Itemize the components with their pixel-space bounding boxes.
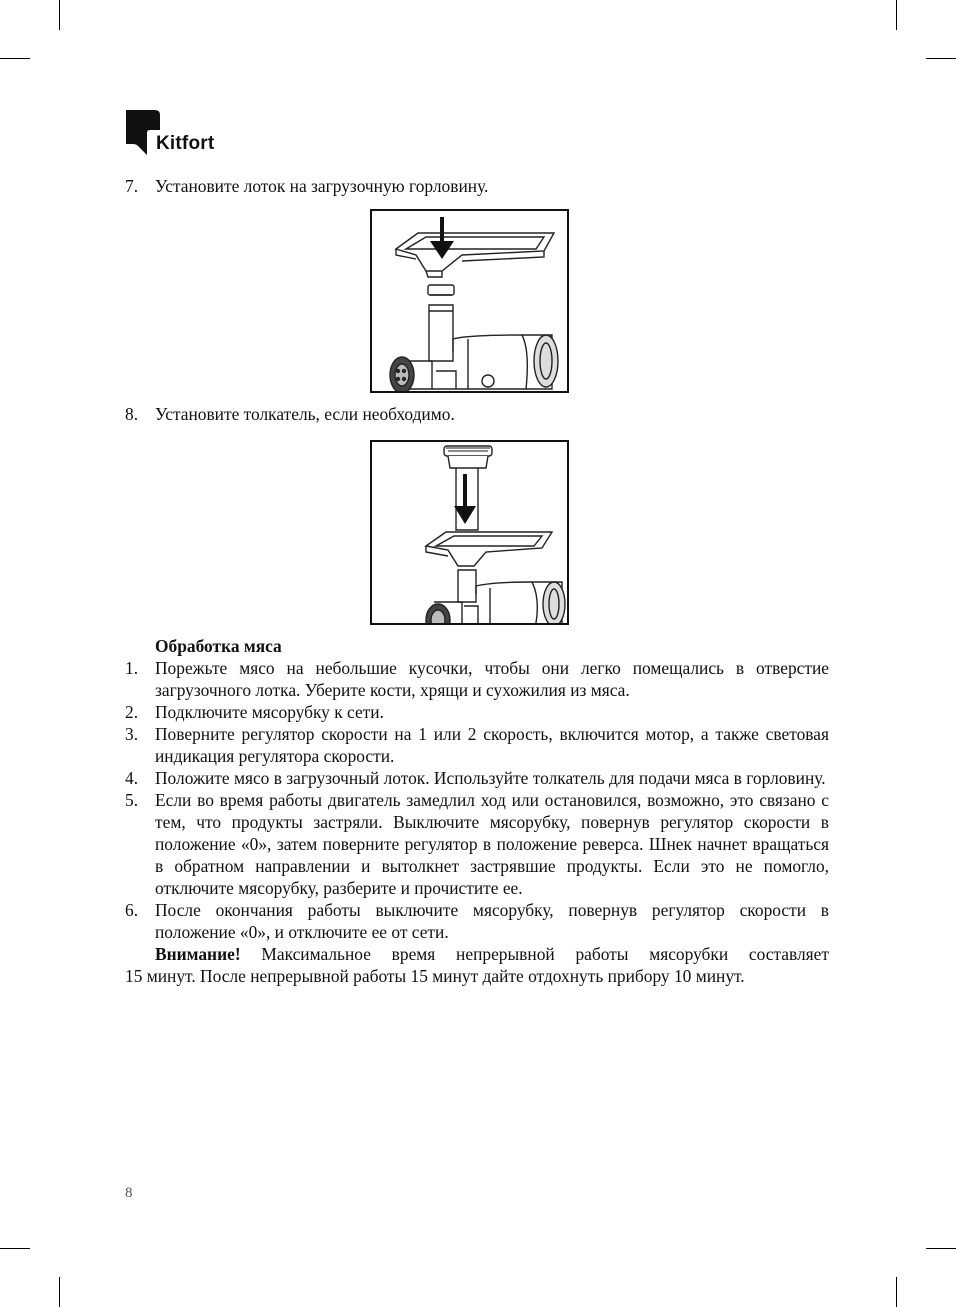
- item-number: 5.: [125, 790, 139, 810]
- item-number: 6.: [125, 900, 139, 920]
- crop-mark: [59, 1277, 60, 1307]
- item-text: После окончания работы выключите мясорубку, повернув регулятор скорости в положение «0», и отключите ее от сети.: [155, 900, 829, 942]
- meat-processing-section: [125, 635, 829, 987]
- item-text: Если во время работы двигатель замедлил ход или остановился, возможно, это связано с тем, что продукты застряли. Выключите мясорубку, повернув регулятор скорости в положение «0», затем поверните регулятор в положение реверса. Шнек начнет вращаться в обратном направлении и вытолкнет застрявшие продукты. Если это не помогло, отключите мясорубку, разберите и прочистите ее.: [155, 790, 829, 898]
- step-number: 7.: [125, 176, 139, 196]
- item-text: Порежьте мясо на небольшие кусочки, чтобы они легко помещались в отверстие загрузочного лотка. Уберите кости, хрящи и сухожилия из мяса.: [155, 658, 829, 700]
- meat-grinder-pusher-illustration: [372, 442, 567, 623]
- item-text: Положите мясо в загрузочный лоток. Используйте толкатель для подачи мяса в горловину.: [155, 768, 826, 788]
- crop-mark: [896, 1277, 897, 1307]
- warning-label: Внимание!: [155, 944, 241, 964]
- list-item: [125, 899, 829, 943]
- warning-text-continued: 15 минут. После непрерывной работы 15 минут дайте отдохнуть прибору 10 минут.: [125, 966, 745, 986]
- item-number: 2.: [125, 702, 139, 722]
- warning-text: Максимальное время непрерывной работы мясорубки составляет: [261, 944, 829, 964]
- crop-mark: [0, 58, 30, 59]
- list-item: [125, 789, 829, 899]
- item-number: 1.: [125, 658, 139, 678]
- section-heading: Обработка мяса: [155, 636, 282, 656]
- meat-grinder-tray-illustration: [372, 211, 567, 391]
- brand-logo: [125, 108, 235, 158]
- item-number: 4.: [125, 768, 139, 788]
- crop-mark: [0, 1248, 30, 1249]
- figure-tray-install: [370, 209, 569, 393]
- crop-mark: [59, 0, 60, 30]
- warning-paragraph: [125, 943, 829, 965]
- list-item: [125, 657, 829, 701]
- list-item: [125, 767, 829, 789]
- step-7: [125, 175, 488, 197]
- step-text: Установите толкатель, если необходимо.: [155, 404, 455, 424]
- step-number: 8.: [125, 404, 139, 424]
- step-text: Установите лоток на загрузочную горловину.: [155, 176, 489, 196]
- step-8: [125, 403, 455, 425]
- item-text: Поверните регулятор скорости на 1 или 2 скорость, включится мотор, а также световая индикация регулятора скорости.: [155, 724, 829, 766]
- crop-mark: [896, 0, 897, 30]
- list-item: [125, 701, 829, 723]
- list-item: [125, 723, 829, 767]
- figure-pusher-install: [370, 440, 569, 625]
- item-number: 3.: [125, 724, 139, 744]
- crop-mark: [926, 58, 956, 59]
- brand-name: Kitfort: [156, 133, 215, 154]
- crop-mark: [926, 1248, 956, 1249]
- item-text: Подключите мясорубку к сети.: [155, 702, 384, 722]
- page-number: 8: [125, 1185, 133, 1201]
